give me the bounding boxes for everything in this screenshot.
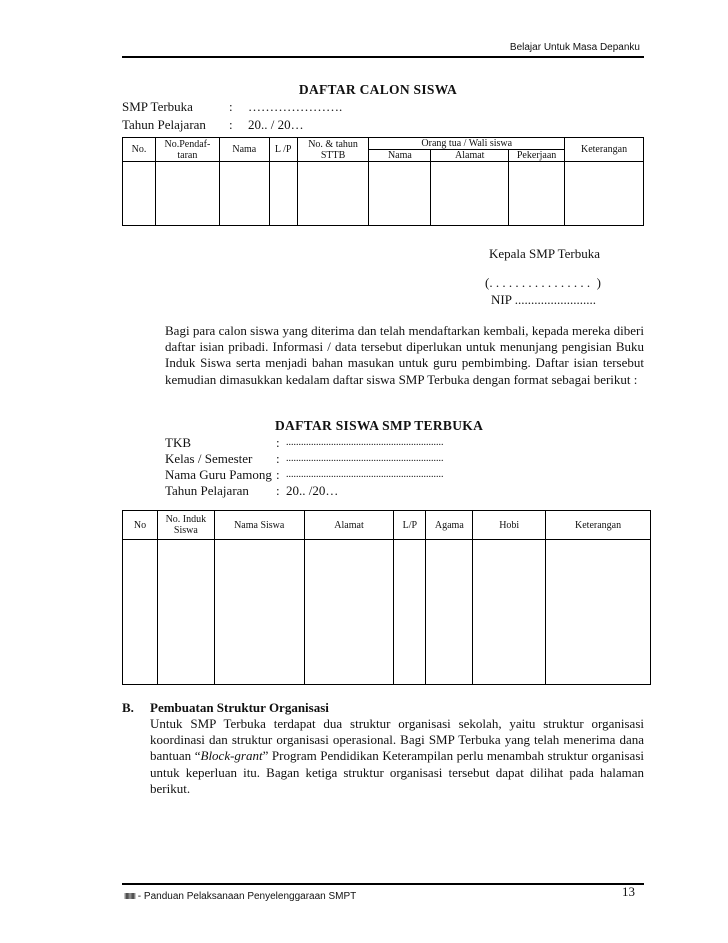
col-no: No	[123, 511, 158, 540]
form1-field-tahun	[122, 117, 206, 133]
field-label: Nama Guru Pamong	[165, 467, 272, 482]
footer-rule	[122, 883, 644, 885]
col-no-induk-l1: No. Induk	[165, 514, 207, 525]
col-nama: Nama	[219, 138, 269, 162]
field-value: ...............................................................	[286, 437, 444, 448]
col-no-induk	[157, 511, 214, 540]
section-b-heading: Pembuatan Struktur Organisasi	[150, 700, 329, 715]
field-value: 20.. / 20…	[248, 117, 304, 132]
field-value: ...............................................................	[286, 469, 444, 480]
section-b-text-before: Untuk SMP Terbuka terdapat dua struktur organisasi sekolah, yaitu struktur organisasi koordinasi dan struktur organisasi operasional. Bagi SMP Terbuka yang telah menerima dana bantuan “	[150, 716, 644, 764]
field-value: 20.. /20…	[286, 483, 339, 498]
col-keterangan: Keterangan	[546, 511, 651, 540]
col-sttb-l2: STTB	[320, 149, 346, 161]
col-lp: L /P	[269, 138, 297, 162]
col-no-pendaftaran-l2: taran	[177, 149, 198, 161]
table-row	[123, 540, 651, 685]
col-no-pendaftaran	[155, 138, 219, 162]
field-label: SMP Terbuka	[122, 99, 193, 114]
col-sttb	[297, 138, 369, 162]
footer-title: - Panduan Pelaksanaan Penyelenggaraan SMPT	[135, 891, 357, 902]
field-sep: :	[229, 117, 233, 132]
form2-title: DAFTAR SISWA SMP TERBUKA	[275, 418, 484, 433]
col-agama: Agama	[426, 511, 473, 540]
col-no-pendaftaran-l1: No.Pendaf-	[164, 138, 211, 150]
footer-bars: IIIIIIIII	[124, 892, 136, 901]
col-hobi: Hobi	[473, 511, 546, 540]
intro-paragraph: Bagi para calon siswa yang diterima dan telah mendaftarkan kembali, kepada mereka diberi daftar isian pribadi. Informasi / data tersebut diperlukan untuk menunjang pengisian Buku Induk Siswa serta menjadi bahan masukan untuk guru pembimbing. Daftar isian tersebut kemudian dimasukkan kedalam daftar siswa SMP Terbuka dengan format sebagai berikut :	[165, 323, 644, 387]
table-row	[123, 162, 644, 226]
section-b-paragraph	[150, 716, 644, 797]
field-value: ………………….	[248, 99, 343, 114]
col-no: No.	[123, 138, 156, 162]
col-lp: L/P	[394, 511, 426, 540]
col-ortu: Orang tua / Wali siswa	[369, 138, 565, 150]
section-b-marker: B.	[122, 700, 134, 715]
col-alamat: Alamat	[304, 511, 394, 540]
field-sep: :	[276, 483, 280, 498]
field-label: TKB	[165, 435, 191, 450]
col-keterangan: Keterangan	[565, 138, 644, 162]
col-ortu-pekerjaan: Pekerjaan	[509, 150, 565, 162]
page-number: 13	[622, 884, 635, 899]
daftar-siswa-table	[122, 510, 651, 685]
form1-field-smp	[122, 99, 193, 115]
running-header: Belajar Untuk Masa Depanku	[509, 42, 640, 53]
col-nama-siswa: Nama Siswa	[214, 511, 304, 540]
field-sep: :	[229, 99, 233, 114]
field-label: Tahun Pelajaran	[165, 483, 249, 498]
section-b-text-after: ” Program Pendidikan Keterampilan perlu menambah struktur organisasi untuk keperluan itu. Bagan ketiga struktur organisasi tersebut dapat dilihat pada halaman berikut.	[150, 748, 644, 796]
field-sep: :	[276, 451, 280, 466]
footer-text	[124, 891, 356, 902]
col-no-induk-l2: Siswa	[173, 525, 198, 536]
col-ortu-nama: Nama	[369, 150, 431, 162]
section-b-text-italic: Block-grant	[200, 748, 263, 764]
signature-name-line: (. . . . . . . . . . . . . . . . )	[485, 275, 601, 290]
field-label: Tahun Pelajaran	[122, 117, 206, 132]
header-rule	[122, 56, 644, 58]
form1-title	[0, 82, 728, 98]
field-sep: :	[276, 467, 280, 482]
field-sep: :	[276, 435, 280, 450]
col-sttb-l1: No. & tahun	[308, 138, 358, 150]
field-label: Kelas / Semester	[165, 451, 253, 466]
calon-siswa-table	[122, 137, 644, 226]
col-ortu-alamat: Alamat	[431, 150, 509, 162]
field-value: ...............................................................	[286, 453, 444, 464]
signature-title: Kepala SMP Terbuka	[489, 246, 601, 261]
signature-nip: NIP .........................	[491, 292, 596, 307]
form1-title-text: DAFTAR CALON SISWA	[298, 82, 458, 97]
